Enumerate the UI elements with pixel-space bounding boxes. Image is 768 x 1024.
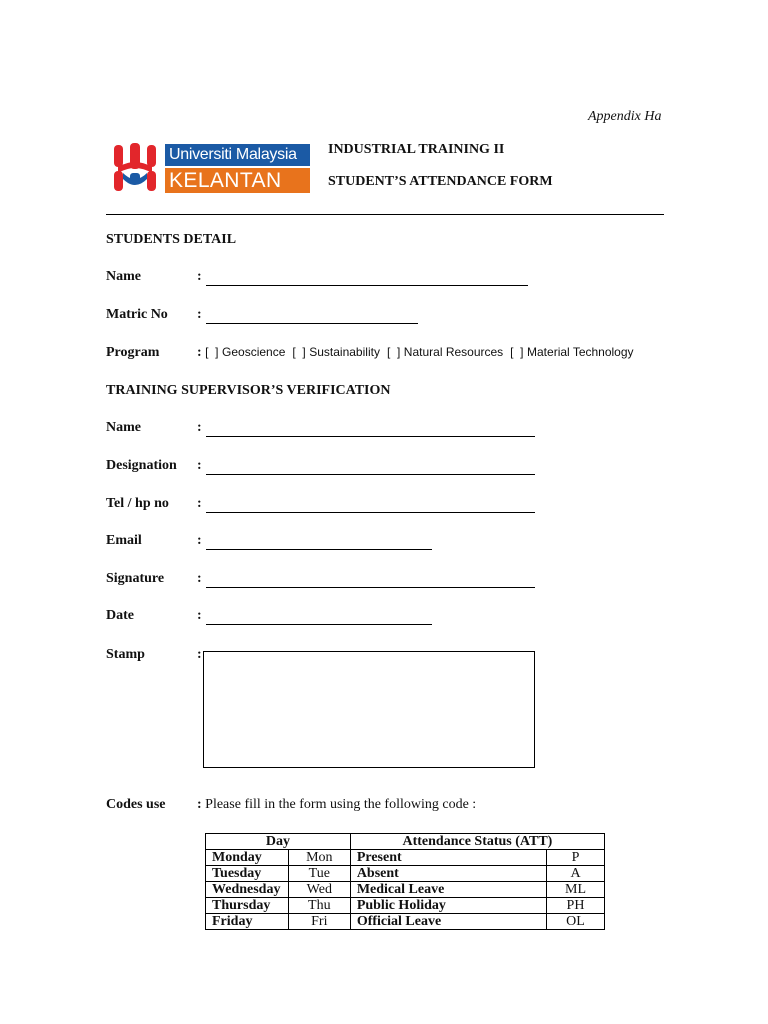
table-row — [206, 898, 605, 914]
codes-use-label: Codes use — [106, 797, 166, 812]
tel-field[interactable] — [206, 512, 535, 513]
date-label: Date — [106, 608, 134, 623]
code-cell: A — [547, 866, 605, 882]
supervisor-heading: TRAINING SUPERVISOR’S VERIFICATION — [106, 383, 391, 398]
status-cell: Public Holiday — [350, 898, 546, 914]
email-label: Email — [106, 533, 142, 548]
status-cell: Official Leave — [350, 914, 546, 930]
codes-instruction: : Please fill in the form using the following code : — [197, 797, 477, 812]
colon: : — [197, 420, 202, 435]
day-cell: Friday — [206, 914, 289, 930]
colon: : — [197, 533, 202, 548]
program-checkbox-geoscience[interactable]: [ ] — [205, 345, 219, 359]
program-label: Program — [106, 345, 160, 360]
matric-no-label: Matric No — [106, 307, 168, 322]
colon: : — [197, 458, 202, 473]
day-cell: Wednesday — [206, 882, 289, 898]
signature-label: Signature — [106, 571, 165, 586]
codes-table — [205, 833, 605, 930]
tel-label: Tel / hp no — [106, 496, 169, 511]
program-option-sustainability: Sustainability — [309, 345, 380, 359]
program-checkbox-natural-resources[interactable]: [ ] — [386, 345, 401, 359]
signature-field[interactable] — [206, 587, 535, 588]
header-divider — [106, 214, 664, 215]
day-header: Day — [206, 834, 351, 850]
table-row — [206, 866, 605, 882]
status-cell: Absent — [350, 866, 546, 882]
students-detail-heading: STUDENTS DETAIL — [106, 232, 237, 247]
email-field[interactable] — [206, 549, 432, 550]
day-cell: Thursday — [206, 898, 289, 914]
colon: : — [197, 647, 202, 662]
designation-field[interactable] — [206, 474, 535, 475]
form-subtitle: STUDENT’S ATTENDANCE FORM — [328, 174, 553, 189]
colon: : — [197, 307, 202, 322]
colon: : — [197, 269, 202, 284]
table-row — [206, 882, 605, 898]
supervisor-name-field[interactable] — [206, 436, 535, 437]
status-cell: Medical Leave — [350, 882, 546, 898]
code-cell: ML — [547, 882, 605, 898]
code-cell: OL — [547, 914, 605, 930]
program-checkbox-sustainability[interactable]: [ ] — [292, 345, 306, 359]
matric-no-field[interactable] — [206, 323, 418, 324]
day-abbr-cell: Mon — [288, 850, 350, 866]
program-option-natural-resources: Natural Resources — [403, 345, 504, 359]
program-option-material-technology: Material Technology — [527, 345, 634, 359]
student-name-field[interactable] — [206, 285, 528, 286]
colon: : — [197, 608, 202, 623]
student-name-label: Name — [106, 269, 141, 284]
codes-table-header — [206, 834, 605, 850]
appendix-label: Appendix Ha — [588, 109, 662, 124]
logo-bottom-text: KELANTAN — [165, 168, 310, 193]
table-row — [206, 914, 605, 930]
attendance-status-header: Attendance Status (ATT) — [350, 834, 604, 850]
program-checkbox-material-technology[interactable]: [ ] — [510, 345, 524, 359]
program-option-geoscience: Geoscience — [222, 345, 286, 359]
code-cell: P — [547, 850, 605, 866]
stamp-label: Stamp — [106, 647, 145, 662]
codes-instruction-text: Please fill in the form using the following code : — [205, 797, 477, 812]
day-abbr-cell: Tue — [288, 866, 350, 882]
day-abbr-cell: Thu — [288, 898, 350, 914]
stamp-box[interactable] — [203, 651, 535, 768]
day-cell: Tuesday — [206, 866, 289, 882]
supervisor-name-label: Name — [106, 420, 141, 435]
day-abbr-cell: Fri — [288, 914, 350, 930]
day-cell: Monday — [206, 850, 289, 866]
form-title: INDUSTRIAL TRAINING II — [328, 142, 505, 157]
status-cell: Present — [350, 850, 546, 866]
logo-top-text: Universiti Malaysia — [165, 144, 310, 166]
designation-label: Designation — [106, 458, 177, 473]
university-logo — [112, 141, 310, 195]
table-row — [206, 850, 605, 866]
program-options: : [ ] Geoscience [ ] Sustainability [ ] Natural Resources [ ] Material Technology — [197, 345, 634, 360]
day-abbr-cell: Wed — [288, 882, 350, 898]
university-logo-mark-icon — [112, 143, 158, 193]
date-field[interactable] — [206, 624, 432, 625]
colon: : — [197, 571, 202, 586]
colon: : — [197, 496, 202, 511]
code-cell: PH — [547, 898, 605, 914]
